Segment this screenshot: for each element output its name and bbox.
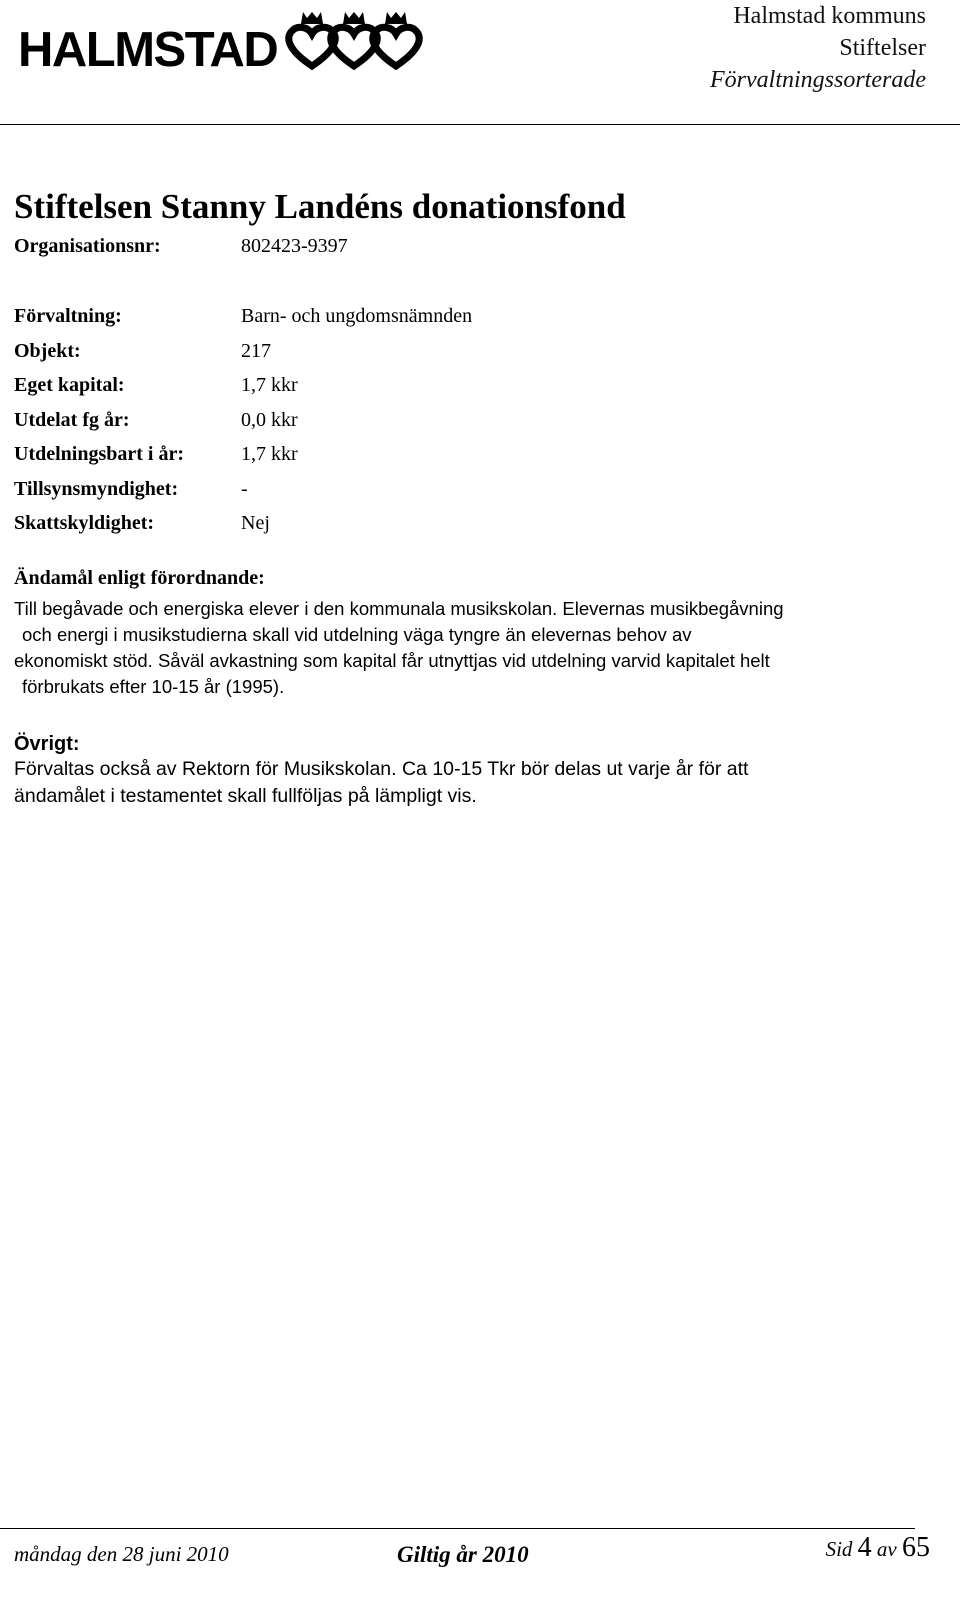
header-org: Halmstad kommuns <box>733 3 926 29</box>
field-value: 217 <box>241 340 271 362</box>
field-label: Utdelningsbart i år: <box>14 443 184 465</box>
purpose-line: förbrukats efter 10-15 år (1995). <box>22 676 285 697</box>
header-sorting: Förvaltningssorterade <box>710 67 926 93</box>
field-row <box>14 511 270 535</box>
field-row <box>14 304 473 328</box>
header-divider <box>0 124 960 125</box>
page-number <box>826 1532 930 1564</box>
logo-wordmark: HALMSTAD <box>18 23 278 77</box>
other-text <box>14 756 894 810</box>
field-label: Förvaltning: <box>14 305 122 327</box>
field-label: Objekt: <box>14 340 81 362</box>
halmstad-logo <box>18 10 430 77</box>
field-label: Eget kapital: <box>14 374 125 396</box>
field-label: Tillsynsmyndighet: <box>14 478 179 500</box>
header-category: Stiftelser <box>839 35 926 61</box>
other-line: ändamålet i testamentet skall fullföljas på lämpligt vis. <box>14 785 477 807</box>
document-header <box>710 0 926 96</box>
purpose-line: Till begåvade och energiska elever i den kommunala musikskolan. Elevernas musikbegåvning <box>14 598 784 619</box>
other-heading: Övrigt: <box>14 733 80 755</box>
page-footer <box>0 1532 960 1572</box>
purpose-heading: Ändamål enligt förordnande: <box>14 567 265 589</box>
footer-valid-year: Giltig år 2010 <box>397 1542 529 1567</box>
footer-date: måndag den 28 juni 2010 <box>14 1542 229 1566</box>
field-row <box>14 373 298 397</box>
field-row <box>14 339 271 363</box>
orgnr-row <box>14 234 348 258</box>
orgnr-label: Organisationsnr: <box>14 235 161 257</box>
page-of: av <box>876 1537 897 1561</box>
field-value: 1,7 kkr <box>241 374 298 396</box>
field-value: Barn- och ungdomsnämnden <box>241 305 473 327</box>
page-prefix: Sid <box>825 1537 853 1561</box>
purpose-line: och energi i musikstudierna skall vid utdelning väga tyngre än elevernas behov av <box>22 624 692 645</box>
field-label: Utdelat fg år: <box>14 409 130 431</box>
field-value: 0,0 kkr <box>241 409 298 431</box>
orgnr-value: 802423-9397 <box>241 235 348 257</box>
page-total: 65 <box>902 1532 930 1563</box>
field-value: Nej <box>241 512 270 534</box>
footer-divider <box>0 1528 915 1529</box>
field-value: - <box>241 478 248 500</box>
purpose-line: ekonomiskt stöd. Såväl avkastning som kapital får utnyttjas vid utdelning varvid kapitalet helt <box>14 650 770 671</box>
purpose-text <box>14 596 894 700</box>
crowned-hearts-icon <box>281 10 431 72</box>
field-label: Skattskyldighet: <box>14 512 155 534</box>
field-row <box>14 477 248 501</box>
field-row <box>14 408 298 432</box>
field-value: 1,7 kkr <box>241 443 298 465</box>
page-current: 4 <box>857 1532 872 1563</box>
other-line: Förvaltas också av Rektorn för Musikskolan. Ca 10-15 Tkr bör delas ut varje år för att <box>14 758 749 780</box>
field-row <box>14 442 298 466</box>
page-title: Stiftelsen Stanny Landéns donationsfond <box>14 187 626 226</box>
